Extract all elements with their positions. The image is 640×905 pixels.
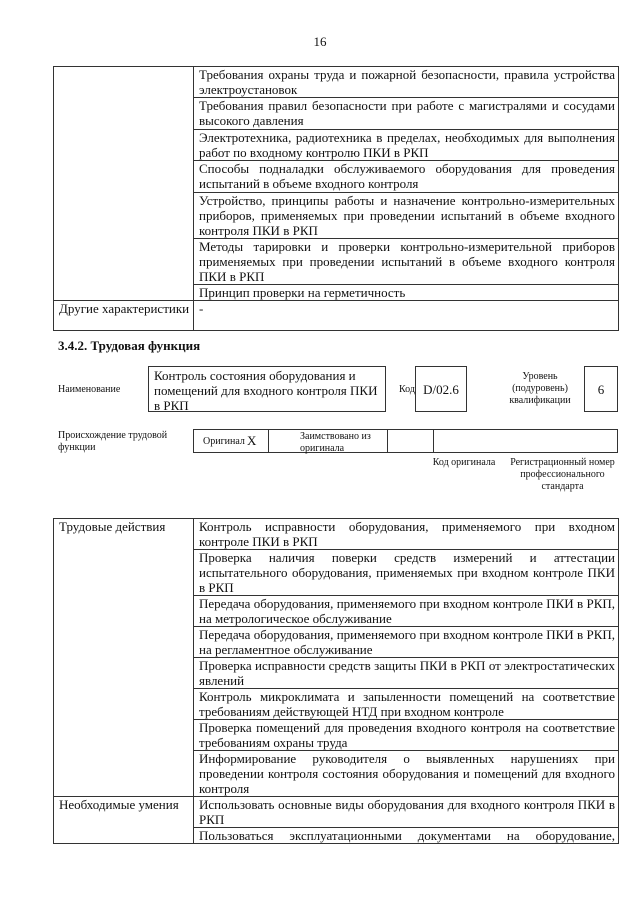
table-cell: Пользоваться эксплуатационными документами на оборудование, — [194, 828, 619, 844]
table-cell: Проверка помещений для проведения входного контроля на соответствие требованиям охраны труда — [194, 720, 619, 751]
original-label: Оригинал — [203, 436, 245, 447]
registration-number-field — [433, 429, 618, 453]
required-skills-label: Необходимые умения — [54, 797, 194, 844]
original-mark: X — [247, 433, 257, 448]
table-cell: Контроль исправности оборудования, применяемого при входном контроле ПКИ в РКП — [194, 519, 619, 550]
table-cell: Способы подналадки обслуживаемого оборудования для проведения испытаний в объеме входного контроля — [194, 161, 619, 193]
table-cell: Требования охраны труда и пожарной безопасности, правила устройства электроустановок — [194, 67, 619, 98]
page-number: 16 — [313, 34, 327, 49]
table-cell: Проверка исправности средств защиты ПКИ в РКП от электростатических явлений — [194, 658, 619, 689]
table-cell: Устройство, принципы работы и назначение контрольно-измерительных приборов, применяемых при проведении испытаний в объеме входного контроля ПКИ в РКП — [194, 193, 619, 239]
table-cell: Использовать основные виды оборудования для входного контроля ПКИ в РКП — [194, 797, 619, 828]
code-label: Код — [399, 384, 415, 395]
original-code-field — [387, 429, 434, 453]
actions-table — [53, 518, 619, 844]
table-row — [54, 67, 619, 98]
registration-number-caption: Регистрационный номер профессионального стандарта — [510, 457, 615, 492]
table-row — [54, 797, 619, 828]
section-heading: 3.4.2. Трудовая функция — [58, 338, 201, 353]
table-cell: Передача оборудования, применяемого при входном контроле ПКИ в РКП, на регламентное обслуживание — [194, 627, 619, 658]
table-cell: Электротехника, радиотехника в пределах, необходимых для выполнения работ по входному контролю ПКИ в РКП — [194, 130, 619, 161]
table-row — [54, 519, 619, 550]
borrowed-label: Заимствовано из оригинала — [268, 429, 388, 453]
knowledge-table — [53, 66, 619, 331]
other-characteristics-label: Другие характеристики — [54, 301, 194, 331]
table-cell: Информирование руководителя о выявленных нарушениях при проведении контроля состояния оборудования и помещений для входного контроля — [194, 751, 619, 797]
table-cell: Проверка наличия поверки средств измерений и аттестации испытательного оборудования, применяемых при входном контроле ПКИ в РКП — [194, 550, 619, 596]
original-code-caption: Код оригинала — [432, 457, 496, 468]
table-row — [54, 301, 619, 331]
qualification-level: 6 — [584, 366, 618, 412]
table-cell: Принцип проверки на герметичность — [194, 285, 619, 301]
original-cell — [193, 429, 269, 453]
table-cell: Передача оборудования, применяемого при входном контроле ПКИ в РКП, на метрологическое обслуживание — [194, 596, 619, 627]
table-cell: Требования правил безопасности при работе с магистралями и сосудами высокого давления — [194, 98, 619, 130]
labor-actions-label: Трудовые действия — [54, 519, 194, 797]
function-code: D/02.6 — [415, 366, 467, 412]
origin-label: Происхождение трудовой функции — [58, 430, 168, 453]
name-label: Наименование — [58, 384, 121, 395]
other-characteristics-value: - — [194, 301, 619, 331]
table-cell: Методы тарировки и проверки контрольно-измерительной приборов применяемых при проведении испытаний в объеме входного контроля ПКИ в РКП — [194, 239, 619, 285]
table-cell: Контроль микроклимата и запыленности помещений на соответствие требованиям действующей НТД при входном контроле — [194, 689, 619, 720]
function-name: Контроль состояния оборудования и помещений для входного контроля ПКИ в РКП — [148, 366, 386, 412]
level-label: Уровень (подуровень) квалификации — [509, 371, 571, 406]
